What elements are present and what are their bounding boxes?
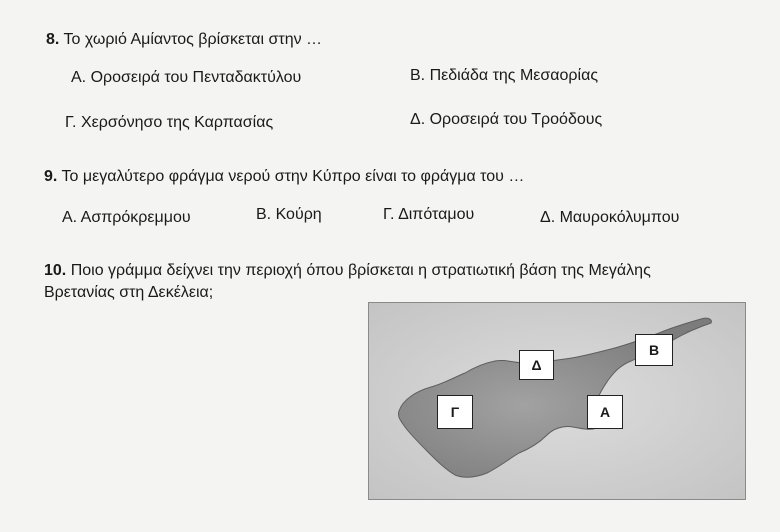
question-9	[44, 168, 524, 186]
map-label-beta: Β	[635, 334, 673, 366]
q9-option-b: Β. Κούρη	[256, 206, 322, 223]
map-label-gamma: Γ	[437, 395, 473, 429]
q8-option-a: Α. Οροσειρά του Πενταδακτύλου	[71, 69, 302, 86]
q9-option-d: Δ. Μαυροκόλυμπου	[540, 209, 680, 226]
map-label-alpha: Α	[587, 395, 623, 429]
question-10-text-line1: Ποιο γράμμα δείχνει την περιοχή όπου βρίσκεται η στρατιωτική βάση της Μεγάλης	[70, 262, 651, 279]
q8-option-b: Β. Πεδιάδα της Μεσαορίας	[410, 67, 599, 84]
question-9-text: Το μεγαλύτερο φράγμα νερού στην Κύπρο είναι το φράγμα του …	[61, 168, 525, 185]
question-8-number: 8.	[46, 31, 60, 48]
question-9-number: 9.	[44, 168, 58, 185]
q8-option-c: Γ. Χερσόνησο της Καρπασίας	[65, 114, 274, 131]
question-8-text: Το χωριό Αμίαντος βρίσκεται στην …	[63, 31, 323, 48]
question-10-text-line2: Βρετανίας στη Δεκέλεια;	[44, 284, 214, 301]
map-label-delta: Δ	[519, 350, 554, 380]
cyprus-map-graphic	[369, 303, 745, 499]
cyprus-map	[368, 302, 746, 500]
q8-option-d: Δ. Οροσειρά του Τροόδους	[410, 111, 603, 128]
q9-option-a: Α. Ασπρόκρεμμου	[62, 209, 191, 226]
question-10	[44, 262, 651, 280]
question-8	[46, 31, 322, 49]
question-10-number: 10.	[44, 262, 67, 279]
q9-option-c: Γ. Διπόταμου	[383, 206, 475, 223]
